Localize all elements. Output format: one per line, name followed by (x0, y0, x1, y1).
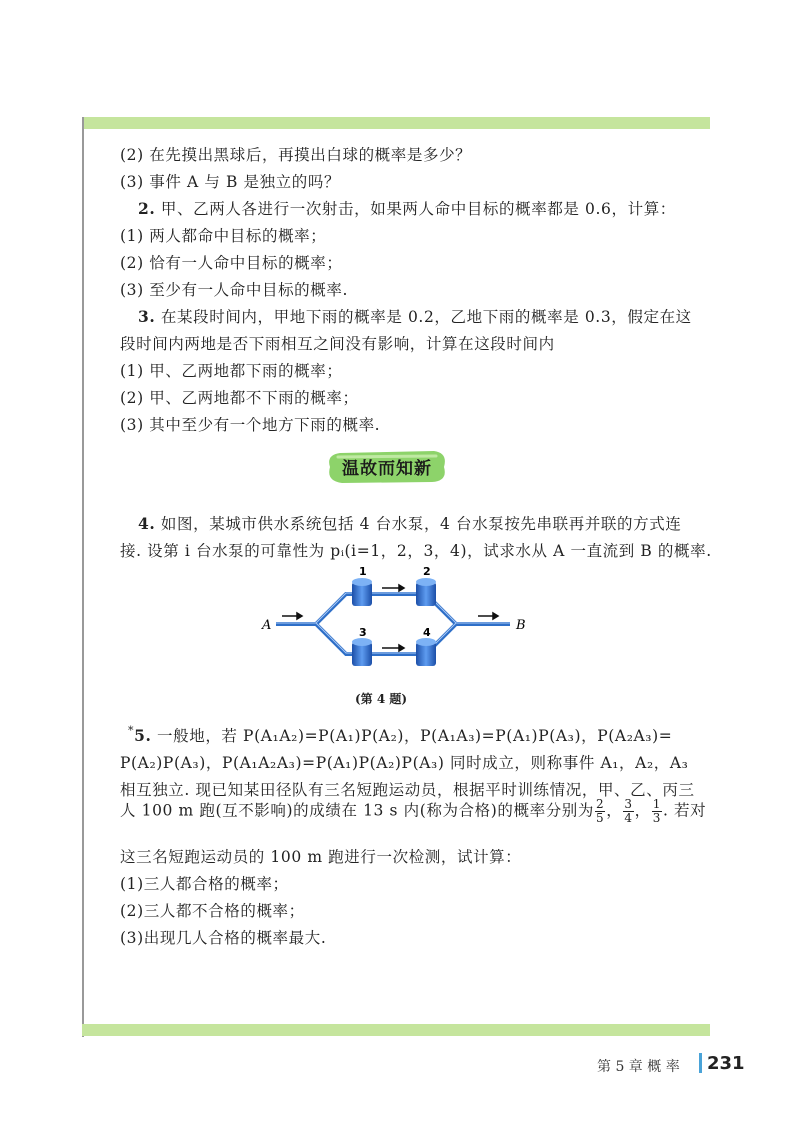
upper-pipe (276, 594, 510, 624)
section-title: 温故而知新 (342, 459, 432, 479)
exercise-3-continued: 段时间内两地是否下雨相互之间没有影响，计算在这段时间内 (120, 335, 555, 353)
footer-divider (699, 1053, 702, 1073)
exercise-2-text: 甲、乙两人各进行一次射击，如果两人命中目标的概率都是 0.6，计算： (160, 200, 676, 218)
fraction-1 (595, 798, 605, 825)
exercise-3-part-2: (2) 甲、乙两地都不下雨的概率； (120, 389, 359, 407)
problem-5-line-3: 相互独立. 现已知某田径队有三名短跑运动员，根据平时训练情况，甲、乙、丙三 (120, 781, 695, 799)
top-green-band (82, 117, 710, 129)
figure-caption: (第 4 题) (355, 692, 408, 706)
problem-5-sub-1: (1)三人都合格的概率； (120, 875, 289, 893)
problem-5-line-4-end: . 若对 (662, 801, 707, 820)
exercise-2-part-1: (1) 两人都命中目标的概率； (120, 227, 327, 245)
fraction-1-denominator: 5 (596, 811, 605, 825)
exercise-3-text: 在某段时间内，甲地下雨的概率是 0.2，乙地下雨的概率是 0.3，假定在这 (160, 308, 692, 326)
footer-chapter: 第 5 章 概 率 (597, 1059, 680, 1075)
problem-4-line-2: 接. 设第 i 台水泵的可靠性为 pᵢ(i=1，2，3，4)，试求水从 A 一直流到 B 的概率. (120, 542, 712, 560)
fraction-3-numerator: 1 (652, 797, 661, 811)
exercise-3-part-3: (3) 其中至少有一个地方下雨的概率. (120, 416, 381, 434)
separator-2: ， (634, 801, 651, 820)
exercise-1-part-2: (2) 在先摸出黑球后，再摸出白球的概率是多少？ (120, 146, 472, 164)
problem-5-sub-3: (3)出现几人合格的概率最大. (120, 929, 327, 947)
left-margin-rule (82, 117, 84, 1037)
label-a: A (262, 618, 272, 633)
pump-label-2: 2 (423, 565, 431, 578)
problem-5-line-1 (128, 724, 672, 746)
problem-5-line-4 (120, 798, 706, 825)
bottom-green-band (82, 1024, 710, 1036)
fraction-2 (623, 798, 633, 825)
exercise-3-number: 3. (138, 307, 156, 326)
pump-label-3: 3 (359, 626, 367, 639)
pump-label-1: 1 (359, 565, 367, 578)
section-title-badge (324, 447, 450, 487)
exercise-3-stem (138, 305, 692, 327)
problem-5-sub-2: (2)三人都不合格的概率； (120, 902, 305, 920)
problem-4-number: 4. (138, 514, 156, 533)
separator-1: ， (606, 801, 623, 820)
problem-4-text: 如图，某城市供水系统包括 4 台水泵，4 台水泵按先串联再并联的方式连 (160, 515, 682, 533)
pump-3 (352, 638, 372, 666)
pipes (276, 594, 510, 654)
problem-5-text-4: 人 100 m 跑(互不影响)的成绩在 13 s 内(称为合格)的概率分别为 (120, 801, 595, 820)
exercise-2-stem (138, 197, 676, 219)
page-number: 231 (707, 1053, 745, 1074)
pump-2 (416, 578, 436, 606)
problem-5-number: 5. (134, 726, 152, 745)
problem-5-star: * (128, 724, 135, 737)
water-pump-diagram (258, 562, 548, 686)
pump-label-4: 4 (423, 626, 431, 639)
problem-5-text-1: 一般地，若 P(A₁A₂)=P(A₁)P(A₂)，P(A₁A₃)=P(A₁)P(A₃)，P(A₂A₃)= (157, 727, 673, 745)
pump-1 (352, 578, 372, 606)
problem-5-line-5: 这三名短跑运动员的 100 m 跑进行一次检测，试计算： (120, 848, 522, 866)
problem-4-line-1 (138, 512, 681, 534)
pipes-highlight (276, 593, 510, 653)
exercise-1-part-3: (3) 事件 A 与 B 是独立的吗？ (120, 173, 341, 191)
exercise-2-part-3: (3) 至少有一人命中目标的概率. (120, 281, 349, 299)
fraction-3 (652, 798, 662, 825)
fraction-2-denominator: 4 (624, 811, 633, 825)
fraction-2-numerator: 3 (624, 797, 633, 811)
exercise-2-part-2: (2) 恰有一人命中目标的概率； (120, 254, 343, 272)
fraction-1-numerator: 2 (596, 797, 605, 811)
exercise-3-part-1: (1) 甲、乙两地都下雨的概率； (120, 362, 343, 380)
exercise-2-number: 2. (138, 199, 156, 218)
fraction-3-denominator: 3 (652, 811, 661, 825)
label-b: B (516, 618, 526, 633)
pump-4 (416, 638, 436, 666)
problem-5-line-2: P(A₂)P(A₃)，P(A₁A₂A₃)=P(A₁)P(A₂)P(A₃) 同时成立，则称事件 A₁，A₂，A₃ (120, 754, 689, 772)
